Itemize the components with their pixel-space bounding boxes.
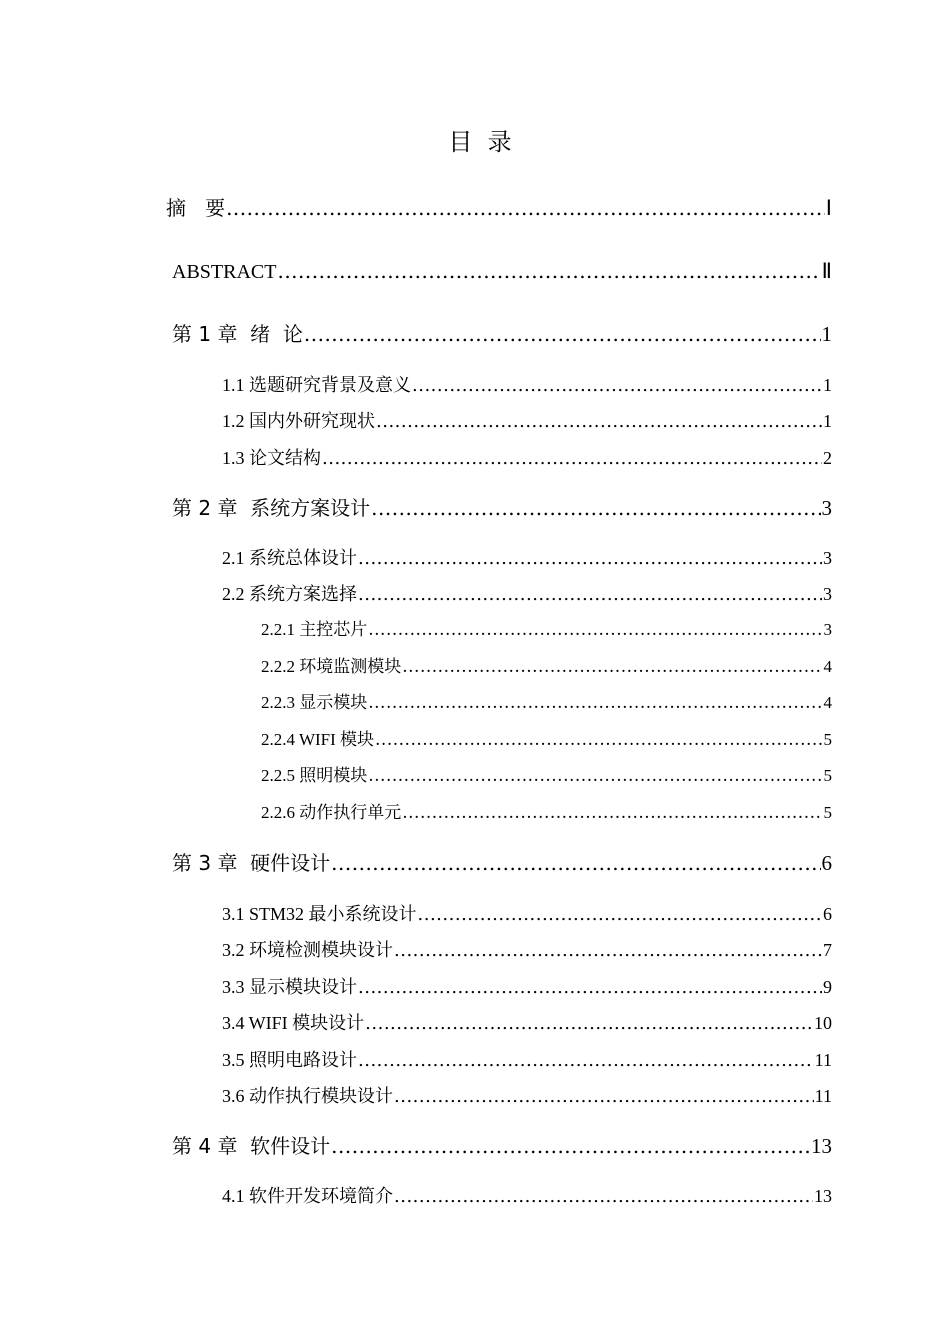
toc-entry-page: 3 xyxy=(823,620,832,639)
toc-entry-label: ABSTRACT xyxy=(172,261,277,283)
toc-entry-label: 2.2.4 WIFI 模块 xyxy=(261,730,375,749)
toc-entry-chapter-2[interactable] xyxy=(172,494,832,522)
dot-leader xyxy=(412,373,822,399)
toc-entry-page: 6 xyxy=(823,904,832,924)
toc-entry-page: 1 xyxy=(823,375,832,395)
toc-entry-page: 4 xyxy=(823,657,832,676)
dot-leader xyxy=(331,849,820,877)
dot-leader xyxy=(368,764,822,788)
toc-entry-page: 13 xyxy=(814,1186,832,1206)
toc-entry-page: 3 xyxy=(823,584,832,604)
toc-entry-label: 3.4 WIFI 模块设计 xyxy=(222,1013,365,1033)
toc-entry-label: 2.2.2 环境监测模块 xyxy=(261,657,402,676)
dot-leader xyxy=(394,1084,814,1110)
toc-entry-label: 第 4 章 软件设计 xyxy=(172,1134,331,1158)
dot-leader xyxy=(371,494,820,522)
dot-leader xyxy=(226,194,825,222)
toc-entry-section-1-2[interactable] xyxy=(222,408,832,435)
toc-entry-section-3-5[interactable] xyxy=(222,1047,832,1074)
toc-entry-label: 2.2.3 显示模块 xyxy=(261,693,368,712)
toc-entry-subsection-2-2-1[interactable] xyxy=(261,618,832,642)
toc-entry-page: 3 xyxy=(821,496,832,520)
toc-entry-abstract-en[interactable] xyxy=(172,257,832,286)
toc-entry-section-3-3[interactable] xyxy=(222,974,832,1001)
toc-entry-label: 3.1 STM32 最小系统设计 xyxy=(222,904,417,924)
toc-entry-page: 5 xyxy=(823,730,832,749)
toc-entry-page: 7 xyxy=(823,940,832,960)
toc-entry-label: 3.5 照明电路设计 xyxy=(222,1050,357,1070)
dot-leader xyxy=(331,1132,810,1160)
toc-entry-page: 4 xyxy=(823,693,832,712)
toc-entry-subsection-2-2-5[interactable] xyxy=(261,764,832,788)
dot-leader xyxy=(394,1184,813,1210)
toc-entry-subsection-2-2-3[interactable] xyxy=(261,691,832,715)
dot-leader xyxy=(358,975,822,1001)
toc-entry-abstract-cn[interactable] xyxy=(166,194,832,222)
toc-entry-label: 1.3 论文结构 xyxy=(222,448,321,468)
toc-entry-page: 11 xyxy=(814,1086,832,1106)
toc-entry-page: Ⅱ xyxy=(821,259,832,283)
toc-entry-section-3-4[interactable] xyxy=(222,1010,832,1037)
toc-entry-section-3-6[interactable] xyxy=(222,1083,832,1110)
toc-entry-page: 6 xyxy=(821,851,832,875)
toc-entry-page: 1 xyxy=(823,411,832,431)
toc-entry-subsection-2-2-2[interactable] xyxy=(261,655,832,679)
toc-entry-page: 3 xyxy=(823,548,832,568)
toc-entry-chapter-4[interactable] xyxy=(172,1132,832,1160)
dot-leader xyxy=(418,902,822,928)
dot-leader xyxy=(322,446,822,472)
toc-entry-label: 2.2 系统方案选择 xyxy=(222,584,357,604)
toc-entry-label: 第 3 章 硬件设计 xyxy=(172,851,331,875)
toc-entry-label: 1.2 国内外研究现状 xyxy=(222,411,375,431)
toc-entry-section-1-3[interactable] xyxy=(222,445,832,472)
dot-leader xyxy=(358,1048,814,1074)
toc-entry-section-3-1[interactable] xyxy=(222,901,832,928)
toc-entry-section-3-2[interactable] xyxy=(222,937,832,964)
toc-entry-page: Ⅰ xyxy=(825,196,832,220)
toc-entry-section-1-1[interactable] xyxy=(222,372,832,399)
toc-entry-label: 第 2 章 系统方案设计 xyxy=(172,496,371,520)
dot-leader xyxy=(358,582,822,608)
toc-entry-section-4-1[interactable] xyxy=(222,1183,832,1210)
dot-leader xyxy=(304,320,821,348)
toc-entry-label: 2.2.1 主控芯片 xyxy=(261,620,368,639)
toc-entry-page: 1 xyxy=(821,322,832,346)
toc-entry-page: 13 xyxy=(811,1134,832,1158)
toc-entry-label: 2.1 系统总体设计 xyxy=(222,548,357,568)
dot-leader xyxy=(368,691,822,715)
toc-entry-page: 9 xyxy=(823,977,832,997)
toc-entry-page: 5 xyxy=(823,766,832,785)
dot-leader xyxy=(394,938,822,964)
dot-leader xyxy=(402,801,822,825)
toc-entry-label: 3.3 显示模块设计 xyxy=(222,977,357,997)
toc-entry-label: 1.1 选题研究背景及意义 xyxy=(222,375,411,395)
toc-entry-chapter-3[interactable] xyxy=(172,849,832,877)
toc-entry-subsection-2-2-6[interactable] xyxy=(261,801,832,825)
dot-leader xyxy=(358,546,822,572)
dot-leader xyxy=(375,728,822,752)
toc-entry-subsection-2-2-4[interactable] xyxy=(261,728,832,752)
dot-leader xyxy=(277,257,820,285)
toc-entry-label: 第 1 章 绪 论 xyxy=(172,322,303,346)
toc-entry-page: 5 xyxy=(823,803,832,822)
toc-entry-section-2-2[interactable] xyxy=(222,581,832,608)
toc-entry-label: 2.2.5 照明模块 xyxy=(261,766,368,785)
toc-entry-label: 3.6 动作执行模块设计 xyxy=(222,1086,393,1106)
dot-leader xyxy=(365,1011,813,1037)
toc-entry-chapter-1[interactable] xyxy=(172,320,832,348)
toc-entry-page: 2 xyxy=(823,448,832,468)
toc-entry-section-2-1[interactable] xyxy=(222,545,832,572)
dot-leader xyxy=(376,409,822,435)
toc-entry-label: 2.2.6 动作执行单元 xyxy=(261,803,402,822)
toc-entry-label: 4.1 软件开发环境简介 xyxy=(222,1186,393,1206)
dot-leader xyxy=(368,618,822,642)
dot-leader xyxy=(402,655,822,679)
toc-entry-label: 摘 要 xyxy=(166,196,226,220)
toc-title: 目 录 xyxy=(448,128,512,156)
toc-entry-page: 10 xyxy=(814,1013,832,1033)
toc-entry-page: 11 xyxy=(814,1050,832,1070)
toc-entry-label: 3.2 环境检测模块设计 xyxy=(222,940,393,960)
